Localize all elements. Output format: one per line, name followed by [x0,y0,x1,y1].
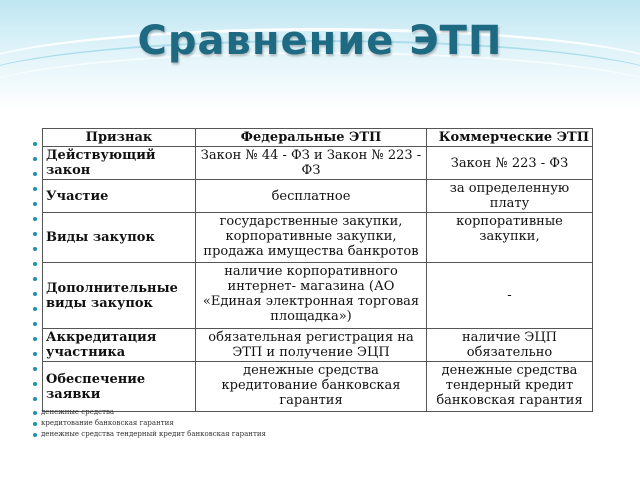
bullet-icon [33,307,37,311]
bullet-icon [33,352,37,356]
bullet-icon [33,292,37,296]
federal-cell: бесплатное [196,180,427,213]
footer-line: денежные средства [33,407,433,418]
bullet-icon [33,247,37,251]
bullet-icon [33,322,37,326]
row-label: Действующий закон [43,147,196,180]
bullet-icon [33,382,37,386]
header-cell-federal: Федеральные ЭТП [196,129,427,147]
slide-title: Сравнение ЭТП [137,18,503,64]
table-header-row [43,129,593,147]
bullet-icon [33,172,37,176]
federal-cell: государственные закупки, корпоративные закупки, продажа имущества банкротов [196,213,427,263]
header-cell-feature: Признак [43,129,196,147]
table-row [43,263,593,329]
federal-cell: Закон № 44 - ФЗ и Закон № 223 - ФЗ [196,147,427,180]
bullet-icon [33,202,37,206]
row-label: Аккредитация участника [43,329,196,362]
bullet-icon [33,277,37,281]
bullet-icon [33,367,37,371]
footer-line: денежные средства тендерный кредит банковская гарантия [33,429,433,440]
bullet-icon [33,397,37,401]
footer-notes [33,407,433,440]
table-row [43,180,593,213]
footer-line: кредитование банковская гарантия [33,418,433,429]
commercial-cell: - [427,263,593,329]
table-row [43,147,593,180]
bullet-icon [33,142,37,146]
commercial-cell: наличие ЭЦП обязательно [427,329,593,362]
row-label: Обеспечение заявки [43,362,196,412]
bullet-icon [33,262,37,266]
federal-cell: наличие корпоративного интернет- магазина (АО «Единая электронная торговая площадка») [196,263,427,329]
bullet-icon [33,232,37,236]
commercial-cell: за определенную плату [427,180,593,213]
federal-cell: денежные средства кредитование банковская гарантия [196,362,427,412]
commercial-cell: денежные средства тендерный кредит банковская гарантия [427,362,593,412]
table-row [43,362,593,412]
commercial-cell: Закон № 223 - ФЗ [427,147,593,180]
table-row [43,213,593,263]
bullet-icon [33,157,37,161]
row-label: Виды закупок [43,213,196,263]
commercial-cell: корпоративные закупки, [427,213,593,263]
header-cell-commercial: Коммерческие ЭТП [427,129,593,147]
bullet-icon [33,217,37,221]
federal-cell: обязательная регистрация на ЭТП и получение ЭЦП [196,329,427,362]
comparison-table [42,128,593,412]
row-label: Дополнительные виды закупок [43,263,196,329]
bullet-icon [33,337,37,341]
row-label: Участие [43,180,196,213]
bullet-icon [33,187,37,191]
table-row [43,329,593,362]
